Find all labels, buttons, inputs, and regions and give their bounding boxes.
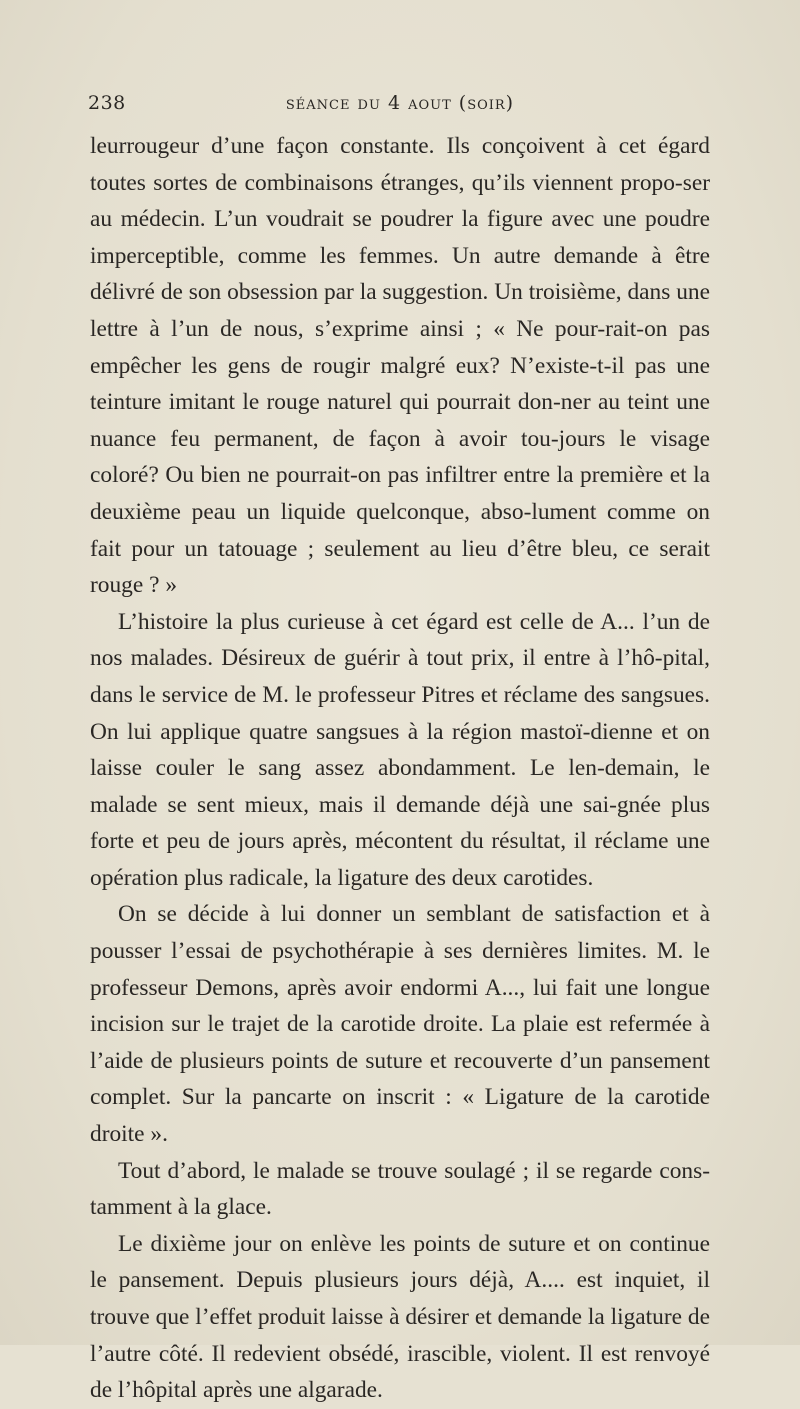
running-head: séance du 4 aout (soir) xyxy=(285,92,515,114)
body-text xyxy=(90,128,710,1409)
paragraph: leurrougeur d’une façon constante. Ils conçoivent à cet égard toutes sortes de combinaisons étranges, qu’ils viennent propo-ser au médecin. L’un voudrait se poudrer la figure avec une poudre imperceptible, comme les femmes. Un autre demande à être délivré de son obsession par la suggestion. Un troisième, dans une lettre à l’un de nous, s’exprime ainsi ; « Ne pour-rait-on pas empêcher les gens de rougir malgré eux? N’existe-t-il pas une teinture imitant le rouge naturel qui pourrait don-ner au teint une nuance feu permanent, de façon à avoir tou-jours le visage coloré? Ou bien ne pourrait-on pas infiltrer entre la première et la deuxième peau un liquide quelconque, abso-lument comme on fait pour un tatouage ; seulement au lieu d’être bleu, ce serait rouge ? » xyxy=(90,133,710,599)
page-header xyxy=(88,92,712,114)
page-number: 238 xyxy=(88,92,126,114)
paragraph: Tout d’abord, le malade se trouve soulagé ; il se regarde cons-tamment à la glace. xyxy=(90,1157,710,1221)
paragraph: Le dixième jour on enlève les points de suture et on continue le pansement. Depuis plusieurs jours déjà, A.... est inquiet, il trouve que l’effet produit laisse à désirer et demande la ligature de l’autre côté. Il redevient obsédé, irascible, violent. Il est renvoyé de l’hôpital après une algarade. xyxy=(90,1230,710,1404)
paragraph: L’histoire la plus curieuse à cet égard est celle de A... l’un de nos malades. Désireux de guérir à tout prix, il entre à l’hô-pital, dans le service de M. le professeur Pitres et réclame des sangsues. On lui applique quatre sangsues à la région mastoï-dienne et on laisse couler le sang assez abondamment. Le len-demain, le malade se sent mieux, mais il demande déjà une sai-gnée plus forte et peu de jours après, mécontent du résultat, il réclame une opération plus radicale, la ligature des deux carotides. xyxy=(90,608,710,891)
paragraph: On se décide à lui donner un semblant de satisfaction et à pousser l’essai de psychothérapie à ses dernières limites. M. le professeur Demons, après avoir endormi A..., lui fait une longue incision sur le trajet de la carotide droite. La plaie est refermée à l’aide de plusieurs points de suture et recouverte d’un pansement complet. Sur la pancarte on inscrit : « Ligature de la carotide droite ». xyxy=(90,901,710,1148)
